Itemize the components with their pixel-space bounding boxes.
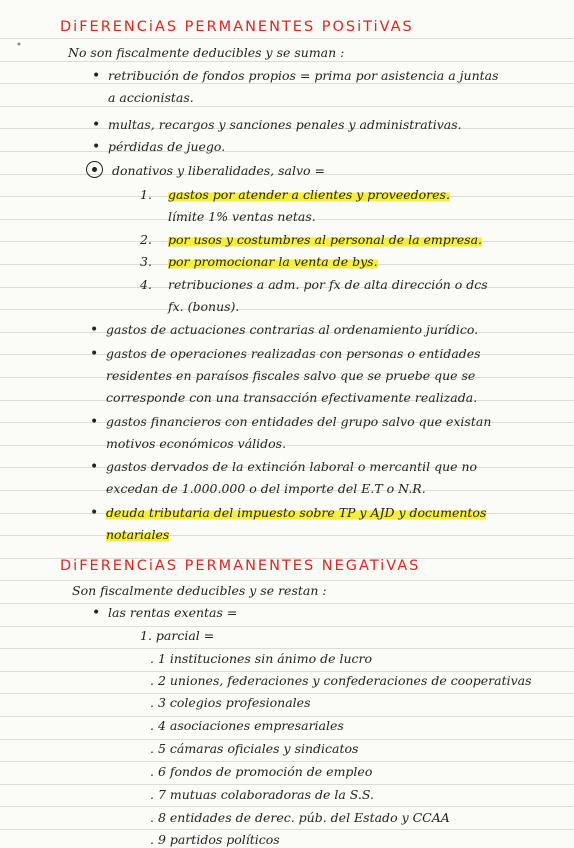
ruled-line <box>0 761 574 762</box>
subitem-text: fx. (bonus). <box>168 299 240 314</box>
ruled-line <box>0 739 574 740</box>
bullet: • <box>90 346 99 362</box>
list-item: donativos y liberalidades, salvo = <box>112 163 325 178</box>
list-item: retribución de fondos propios = prima por asistencia a juntas <box>108 68 499 83</box>
subitem-text: gastos por atender a clientes y proveedores. <box>168 187 450 202</box>
list-item-continued: a accionistas. <box>108 90 194 105</box>
ruled-line <box>0 535 574 536</box>
list-item: gastos de operaciones realizadas con personas o entidades <box>106 346 481 361</box>
bullet: • <box>92 68 101 84</box>
ruled-line <box>0 716 574 717</box>
list-item: gastos financieros con entidades del grupo salvo que existan <box>106 414 492 429</box>
circled-bullet-icon <box>86 161 103 178</box>
ruled-line <box>0 829 574 830</box>
entity-item: . 1 instituciones sin ánimo de lucro <box>150 651 373 666</box>
subitem-text: límite 1% ventas netas. <box>168 209 316 224</box>
margin-mark: • <box>16 40 22 51</box>
ruled-line <box>0 648 574 649</box>
ruled-line <box>0 61 574 62</box>
entity-item: . 8 entidades de derec. púb. del Estado y CCAA <box>150 810 450 825</box>
ruled-line <box>0 38 574 39</box>
subitem-number: 1. <box>140 187 152 202</box>
list-item: gastos de actuaciones contrarias al ordenamiento jurídico. <box>106 322 479 337</box>
list-item: deuda tributaria del impuesto sobre TP y AJD y documentos <box>106 505 487 520</box>
entity-item: . 5 cámaras oficiales y sindicatos <box>150 741 359 756</box>
bullet: • <box>92 139 101 155</box>
ruled-line <box>0 626 574 627</box>
bullet: • <box>90 414 99 430</box>
subitem-text: por usos y costumbres al personal de la empresa. <box>168 232 482 247</box>
section-intro-positive: No son fiscalmente deducibles y se suman : <box>68 45 345 60</box>
bullet: • <box>90 322 99 338</box>
entity-item: . 6 fondos de promoción de empleo <box>150 764 373 779</box>
list-item-continued: motivos económicos válidos. <box>106 436 287 451</box>
ruled-line <box>0 309 574 310</box>
list-item: gastos dervados de la extinción laboral o mercantil que no <box>106 459 478 474</box>
ruled-line <box>0 106 574 107</box>
subitem-text: retribuciones a adm. por fx de alta dirección o dcs <box>168 277 488 292</box>
subitem-number: 4. <box>140 277 152 292</box>
ruled-line <box>0 784 574 785</box>
entity-item: . 3 colegios profesionales <box>150 695 311 710</box>
ruled-line <box>0 603 574 604</box>
subitem-number: 2. <box>140 232 152 247</box>
bullet: • <box>90 459 99 475</box>
bullet: • <box>92 117 101 133</box>
ruled-line <box>0 445 574 446</box>
entity-item: . 2 uniones, federaciones y confederaciones de cooperativas <box>150 673 532 688</box>
bullet: • <box>90 505 99 521</box>
list-item-continued: residentes en paraísos fiscales salvo que se pruebe que se <box>106 368 476 383</box>
section-title-positive: DiFERENCiAS PERMANENTES POSiTiVAS <box>60 19 414 35</box>
list-item-continued: excedan de 1.000.000 o del importe del E.T o N.R. <box>106 481 426 496</box>
list-item: pérdidas de juego. <box>108 139 226 154</box>
section-intro-negative: Son fiscalmente deducibles y se restan : <box>72 583 327 598</box>
ruled-line <box>0 671 574 672</box>
subitem-text: 1. parcial = <box>140 628 215 643</box>
bullet: • <box>92 605 101 621</box>
list-item: multas, recargos y sanciones penales y administrativas. <box>108 117 462 132</box>
list-item-continued: corresponde con una transacción efectivamente realizada. <box>106 390 478 405</box>
list-item-continued: notariales <box>106 527 170 542</box>
subitem-text: por promocionar la venta de bys. <box>168 254 378 269</box>
ruled-line <box>0 693 574 694</box>
list-item: las rentas exentas = <box>108 605 238 620</box>
subitem-number: 3. <box>140 254 152 269</box>
ruled-line <box>0 580 574 581</box>
section-title-negative: DiFERENCiAS PERMANENTES NEGATiVAS <box>60 558 421 574</box>
ruled-line <box>0 806 574 807</box>
entity-item: . 4 asociaciones empresariales <box>150 718 344 733</box>
entity-item: . 9 partidos políticos <box>150 832 280 847</box>
entity-item: . 7 mutuas colaboradoras de la S.S. <box>150 787 374 802</box>
ruled-line <box>0 151 574 152</box>
